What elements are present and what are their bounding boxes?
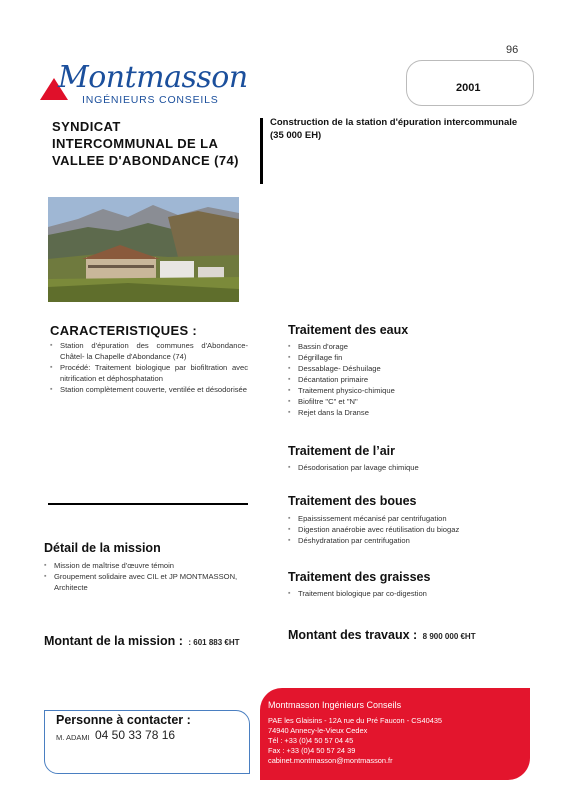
footer-company-name: Montmasson Ingénieurs Conseils [268,700,402,710]
traitement-eaux-list [288,341,518,418]
list-item: ▪ Dessablage- Déshuilage [288,363,518,374]
list-item: ▪ Epaississement mécanisé par centrifugation [288,513,518,524]
traitement-eaux-heading: Traitement des eaux [288,323,409,337]
list-item: ▪ Déshydratation par centrifugation [288,535,518,546]
logo-tagline: INGÉNIEURS CONSEILS [82,94,219,106]
traitement-graisses-heading: Traitement des graisses [288,570,431,584]
footer-fax-line: Fax : +33 (0)4 50 57 24 39 [268,746,356,755]
caracteristiques-list [50,340,248,395]
logo-wordmark: Montmasson [58,60,248,95]
list-item: ▪ Dégrillage fin [288,352,518,363]
list-item: ▪ Station complètement couverte, ventilée et désodorisée [50,384,248,395]
project-description [270,116,540,142]
traitement-air-list [288,462,518,473]
contact-name: M. ADAMI [56,733,90,742]
list-item: ▪ Mission de maîtrise d'œuvre témoin [44,560,264,571]
footer-address-line: PAE les Glaisins - 12A rue du Pré Faucon - CS40435 [268,716,443,725]
montant-travaux [288,628,476,642]
mission-heading: Détail de la mission [44,541,161,555]
contact-phone: 04 50 33 78 16 [95,728,176,742]
montant-travaux-label: Montant des travaux : [288,628,421,642]
list-item: ▪ Traitement biologique par co-digestion [288,588,518,599]
company-logo [36,60,248,110]
project-capacity: (35 000 EH) [270,130,322,141]
montant-travaux-value: 8 900 000 €HT [422,632,476,641]
traitement-boues-list [288,513,518,546]
list-item: ▪ Bassin d'orage [288,341,518,352]
project-year: 2001 [456,82,481,94]
page-number: 96 [506,44,519,56]
footer-phone-line: Tél : +33 (0)4 50 57 04 45 [268,736,354,745]
montant-mission-label: Montant de la mission : [44,634,187,648]
client-name: SYNDICAT INTERCOMMUNAL DE LA VALLEE D'ABONDANCE (74) [52,119,239,168]
caracteristiques-heading: CARACTERISTIQUES : [50,323,197,338]
site-photo [48,197,239,302]
traitement-graisses-list [288,588,518,599]
section-divider [48,503,248,505]
list-item: ▪ Station d'épuration des communes d'Abondance- Châtel- la Chapelle d'Abondance (74) [50,340,248,362]
list-item: ▪ Traitement physico-chimique [288,385,518,396]
montant-mission-value: : 601 883 €HT [188,638,240,647]
traitement-boues-heading: Traitement des boues [288,494,417,508]
montant-mission [44,634,240,648]
contact-heading: Personne à contacter : [56,713,191,727]
project-accent-bar [260,118,263,184]
list-item: ▪ Rejet dans la Dranse [288,407,518,418]
mission-list [44,560,264,593]
list-item: ▪ Désodorisation par lavage chimique [288,462,518,473]
list-item: ▪ Digestion anaérobie avec réutilisation du biogaz [288,524,518,535]
footer-address-line: 74940 Annecy-le-Vieux Cedex [268,726,368,735]
traitement-air-heading: Traitement de l’air [288,444,395,458]
list-item: ▪ Décantation primaire [288,374,518,385]
footer-address [268,716,523,766]
footer-email-link[interactable]: cabinet.montmasson@montmasson.fr [268,756,393,765]
list-item: ▪ Groupement solidaire avec CIL et JP MONTMASSON, Architecte [44,571,264,593]
project-title: Construction de la station d'épuration intercommunale [270,117,518,128]
list-item: ▪ Procédé: Traitement biologique par biofiltration avec nitrification et déphosphatation [50,362,248,384]
list-item: ▪ Biofiltre "C" et "N" [288,396,518,407]
